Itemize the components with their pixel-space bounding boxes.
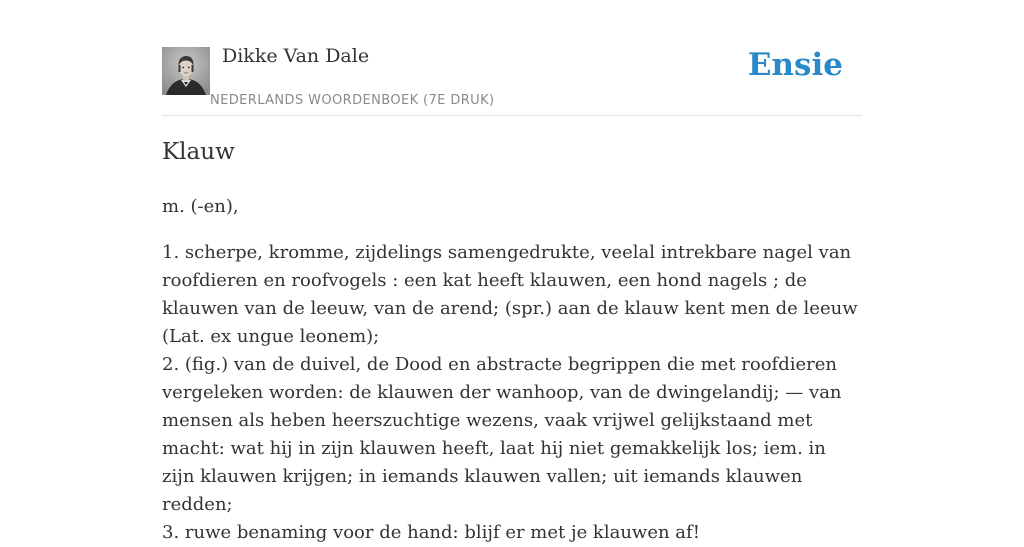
entry-title: Klauw bbox=[162, 139, 235, 165]
definition-item: 3. ruwe benaming voor de hand: blijf er met je klauwen af! bbox=[162, 522, 700, 543]
dictionary-source[interactable]: NEDERLANDS WOORDENBOEK (7E DRUK) bbox=[210, 93, 495, 108]
brand-logo[interactable]: Ensie bbox=[747, 47, 843, 83]
author-name[interactable]: Dikke Van Dale bbox=[222, 45, 370, 67]
definition-item: 1. scherpe, kromme, zijdelings samengedrukte, veelal intrekbare nagel van roofdieren en roofvogels : een kat heeft klauwen, een hond nagels ; de klauwen van de leeuw, van de arend; (spr.) aan de klauw kent men de leeuw (Lat. ex ungue leonem); bbox=[162, 242, 858, 347]
entry-header bbox=[162, 0, 862, 116]
entry-grammar: m. (-en), bbox=[162, 196, 239, 217]
author-avatar[interactable] bbox=[162, 47, 210, 95]
author-portrait-icon bbox=[162, 47, 210, 95]
definition-item: 2. (fig.) van de duivel, de Dood en abstracte begrippen die met roofdieren vergeleken worden: de klauwen der wanhoop, van de dwingelandij; — van mensen als heben heerszuchtige wezens, vaak vrijwel gelijkstaand met macht: wat hij in zijn klauwen heeft, laat hij niet gemakkelijk los; iem. in zijn klauwen krijgen; in iemands klauwen vallen; uit iemands klauwen redden; bbox=[162, 354, 842, 515]
definition-list bbox=[162, 239, 862, 547]
